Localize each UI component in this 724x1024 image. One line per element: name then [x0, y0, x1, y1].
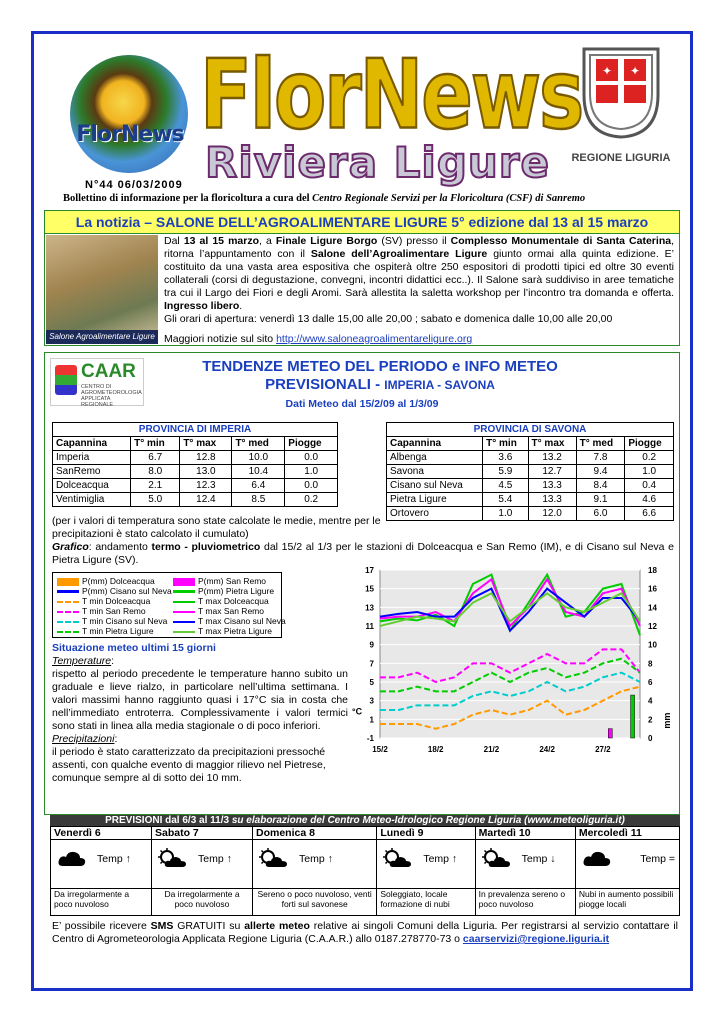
forecast-day: Sabato 7	[152, 827, 253, 840]
x-tick-label: 15/2	[372, 745, 388, 754]
news-run: giunto ormai alla quinta edizione. E’ costituito da una vasta area espositiva che ospiterà oltre 250 espositori di prodotti tipici ed oltre 30 eventi collaterali (corsi di degustazione, convegni, incontri didattici ecc..). Il Salone sarà suddiviso in aree tematiche tra cui il Largo dei Fiori e degli Aromi. Sarà allestita la saletta workshop per l’incontro tra domanda e offerta.	[164, 248, 674, 299]
column-header: Capannina	[387, 437, 483, 451]
y-right-tick-label: 16	[648, 584, 657, 594]
forecast-weather	[475, 840, 575, 889]
weather-situation: Situazione meteo ultimi 15 giorni Temperature: rispetto al periodo precedente le temperature hanno subito un graduale e lieve rialzo, in particolare nell’ultima settimana. I valori massimi hanno raggiunto quasi i 17°C sia in costa che nell’immediato entroterra. Complessivamente i valori termici sono stati in linea alla media stagionale o di poco inferiori. Precipitazioni: il periodo è stato caratterizzato da precipitazioni pressoché assenti, con qualche evento di maggior rilievo nel Pietrese, comunque sempre al di sotto dei 10 mm.	[52, 642, 348, 784]
station-value: 9.1	[576, 493, 625, 507]
table-row	[387, 479, 674, 493]
legend-swatch-icon	[173, 578, 195, 586]
legend-entry	[57, 586, 172, 596]
x-tick-label: 24/2	[539, 745, 555, 754]
region-label: REGIONE LIGURIA	[571, 152, 671, 164]
chart-description-b: termo - pluviometrico	[151, 541, 261, 553]
news-run: (SV) presso il	[377, 235, 451, 247]
station-value: 12.8	[180, 451, 232, 465]
y-left-axis-label: °C	[352, 706, 363, 717]
station-value: 7.8	[576, 451, 625, 465]
news-run: Finale Ligure Borgo	[275, 235, 378, 247]
y-left-tick-label: -1	[366, 734, 374, 743]
station-name: SanRemo	[53, 465, 131, 479]
cloud-icon	[582, 848, 612, 870]
y-right-tick-label: 4	[648, 696, 653, 706]
y-left-tick-label: 5	[369, 678, 374, 687]
legend-swatch-icon	[57, 621, 79, 623]
legend-entry	[173, 616, 286, 626]
logo-text: FlorNews	[76, 122, 184, 147]
cloud-icon	[57, 848, 87, 870]
station-value: 6.7	[131, 451, 180, 465]
station-name: Dolceacqua	[53, 479, 131, 493]
forecast-day: Venerdì 6	[51, 827, 152, 840]
sms-e: relative ai singoli Comuni della Liguria. Per registrarsi al servizio contattare il Centro di Agrometeorologia Applicata Regione Liguria (C.A.A.R.) allo 0187.278770-73 o	[52, 920, 679, 945]
legend-entry	[57, 626, 154, 636]
table-row	[387, 493, 674, 507]
station-name: Albenga	[387, 451, 483, 465]
legend-swatch-icon	[57, 611, 79, 613]
forecast-weather	[575, 840, 679, 889]
legend-label: P(mm) Pietra Ligure	[198, 586, 275, 596]
legend-entry	[173, 586, 274, 596]
y-left-tick-label: 3	[369, 696, 374, 706]
news-run: , a	[259, 235, 276, 247]
bulletin-prefix: Bollettino di informazione per la floricoltura a cura del	[63, 193, 313, 204]
forecast-description: Da irregolarmente a poco nuvoloso	[51, 889, 152, 916]
issue-number-date: N°44 06/03/2009	[85, 179, 183, 191]
news-paragraph-2: Gli orari di apertura: venerdì 13 dalle 15,00 alle 20,00 ; sabato e domenica dalle 10,00 alle 20,00	[164, 313, 613, 325]
news-run: .	[239, 300, 243, 312]
station-value: 9.4	[576, 465, 625, 479]
forecast-description: In prevalenza sereno o poco nuvoloso	[475, 889, 575, 916]
y-left-tick-label: 1	[369, 715, 374, 725]
legend-label: P(mm) San Remo	[198, 576, 267, 586]
legend-label: T max Cisano sul Neva	[198, 616, 286, 626]
y-right-tick-label: 8	[648, 659, 653, 669]
column-header: Piogge	[625, 437, 674, 451]
chart-description-a: : andamento	[88, 541, 152, 553]
legend-label: T max Dolceacqua	[198, 596, 269, 606]
chart-description-c: dal 15/2 al 1/3 per le stazioni di Dolceacqua e San Remo (IM), e di Cisano sul Neva e Pietra Ligure (SV).	[52, 541, 675, 566]
news-heading: La notizia – SALONE DELL’AGROALIMENTARE LIGURE 5° edizione dal 13 al 15 marzo	[44, 210, 680, 234]
station-name: Ortovero	[387, 507, 483, 521]
imperia-table	[52, 422, 338, 507]
forecast-day: Domenica 8	[253, 827, 377, 840]
station-value: 0.4	[625, 479, 674, 493]
y-left-tick-label: 15	[365, 584, 374, 594]
table-row	[387, 451, 674, 465]
station-value: 10.0	[232, 451, 285, 465]
station-value: 13.3	[528, 493, 576, 507]
temperature-note: (per i valori di temperatura sono state calcolate le medie, mentre per le precipitazioni è stato calcolato il cumulato)	[52, 515, 381, 540]
forecast-day: Mercoledì 11	[575, 827, 679, 840]
station-value: 3.6	[483, 451, 528, 465]
legend-label: P(mm) Cisano sul Neva	[82, 586, 172, 596]
sms-a: E’ possibile ricevere	[52, 920, 151, 932]
forecast-table	[50, 826, 680, 916]
y-left-tick-label: 7	[369, 659, 374, 669]
legend-entry	[173, 596, 269, 606]
news-run: Ingresso libero	[164, 300, 240, 312]
caar-mark-icon	[55, 365, 77, 395]
caar-email-link[interactable]: caarservizi@regione.liguria.it	[462, 933, 610, 945]
table-row	[387, 465, 674, 479]
news-run: Dal	[164, 235, 184, 247]
caar-subtitle: CENTRO DI AGROMETEOROLOGIA APPLICATA REGIONALE	[81, 384, 142, 408]
station-name: Pietra Ligure	[387, 493, 483, 507]
precipitation-label: Precipitazioni	[52, 733, 115, 745]
y-right-tick-label: 0	[648, 734, 653, 743]
legend-label: T min Cisano sul Neva	[82, 616, 168, 626]
y-left-tick-label: 13	[365, 603, 374, 613]
station-value: 8.5	[232, 493, 285, 507]
station-value: 2.1	[131, 479, 180, 493]
legend-swatch-icon	[57, 601, 79, 603]
sms-c: GRATUITI su	[173, 920, 245, 932]
station-value: 8.0	[131, 465, 180, 479]
station-value: 13.0	[180, 465, 232, 479]
savona-table	[386, 422, 674, 521]
svg-text:✦: ✦	[601, 64, 613, 78]
legend-swatch-icon	[173, 621, 195, 623]
legend-label: T min Pietra Ligure	[82, 626, 154, 636]
y-right-tick-label: 6	[648, 678, 653, 687]
news-website-link[interactable]: http://www.saloneagroalimentareligure.org	[276, 333, 473, 345]
x-tick-label: 18/2	[427, 745, 444, 754]
legend-label: T min San Remo	[82, 606, 146, 616]
chart-legend	[52, 572, 286, 638]
column-header: T° max	[180, 437, 232, 451]
precipitation-text: il periodo è stato caratterizzato da precipitazioni pressoché assenti, con qualche evento di maggior rilievo nel Pietrese, comunque sempre al di sotto dei 10 mm.	[52, 746, 326, 784]
legend-entry	[57, 576, 155, 586]
forecast-heading-prefix: PREVISIONI dal 6/3 al 11/3	[105, 815, 232, 826]
bulletin-org: Centro Regionale Servizi per la Floricoltura (CSF) di Sanremo	[312, 193, 586, 204]
y-right-tick-label: 14	[648, 603, 657, 613]
temperature-text: rispetto al periodo precedente le temperature hanno subito un graduale e lieve rialzo, in particolare nell’ultima settimana. I valori massimi hanno raggiunto quasi i 17°C sia in costa che nell’immediato entroterra. Complessivamente i valori termici sono stati in linea alla media stagionale o di poco inferiori.	[52, 668, 348, 732]
column-header: T° min	[131, 437, 180, 451]
x-tick-label: 27/2	[595, 745, 611, 754]
station-value: 6.0	[576, 507, 625, 521]
meteo-title-line2	[140, 376, 620, 394]
svg-text:✦: ✦	[629, 64, 641, 78]
forecast-weather	[51, 840, 152, 889]
temperature-label: Temperature	[52, 655, 112, 667]
masthead-subtitle: Riviera Ligure	[205, 138, 550, 187]
sms-b: SMS	[150, 920, 174, 932]
legend-swatch-icon	[173, 611, 195, 613]
station-name: Imperia	[53, 451, 131, 465]
legend-swatch-icon	[173, 590, 195, 593]
legend-label: P(mm) Dolceacqua	[82, 576, 155, 586]
situation-heading: Situazione meteo ultimi 15 giorni	[52, 642, 216, 654]
column-header: Piogge	[285, 437, 338, 451]
bulletin-subtitle	[63, 193, 585, 204]
news-photo-label: Salone Agroalimentare Ligure	[46, 330, 158, 344]
table-row	[53, 479, 338, 493]
station-value: 1.0	[625, 465, 674, 479]
station-value: 5.4	[483, 493, 528, 507]
forecast-temp-trend: Temp ↑	[423, 853, 458, 865]
meteo-title-line1: TENDENZE METEO DEL PERIODO e INFO METEO	[202, 358, 558, 375]
station-value: 0.2	[285, 493, 338, 507]
station-value: 0.0	[285, 479, 338, 493]
meteo-title-line2-main: PREVISIONALI -	[265, 376, 385, 393]
forecast-description: Da irregolarmente a poco nuvoloso	[152, 889, 253, 916]
sms-info	[52, 920, 678, 946]
station-value: 13.2	[528, 451, 576, 465]
station-value: 12.7	[528, 465, 576, 479]
forecast-day: Lunedì 9	[377, 827, 475, 840]
news-run: Complesso Monumentale di Santa Caterina	[450, 235, 672, 247]
forecast-description: Soleggiato, locale formazione di nubi	[377, 889, 475, 916]
sms-d: allerte meteo	[244, 920, 310, 932]
station-name: Savona	[387, 465, 483, 479]
thermo-pluviometric-chart	[348, 560, 678, 770]
legend-entry	[173, 606, 264, 616]
news-run: Salone dell’Agroalimentare Ligure	[310, 248, 488, 260]
forecast-description: Nubi in aumento possibili piogge locali	[575, 889, 679, 916]
forecast-weather	[377, 840, 475, 889]
legend-entry	[57, 596, 150, 606]
legend-entry	[57, 616, 167, 626]
station-value: 12.3	[180, 479, 232, 493]
table-row	[53, 465, 338, 479]
regione-liguria-shield-icon	[580, 45, 662, 140]
station-value: 0.0	[285, 451, 338, 465]
station-value: 6.6	[625, 507, 674, 521]
y-right-tick-label: 12	[648, 622, 657, 631]
column-header: T° med	[576, 437, 625, 451]
station-value: 0.2	[625, 451, 674, 465]
y-left-tick-label: 11	[365, 622, 374, 631]
station-value: 1.0	[483, 507, 528, 521]
y-right-tick-label: 2	[648, 715, 653, 725]
y-right-tick-label: 18	[648, 566, 657, 575]
table-row	[387, 507, 674, 521]
news-more-prefix: Maggiori notizie sul sito	[164, 333, 277, 345]
column-header: Capannina	[53, 437, 131, 451]
sun-cloud-icon	[383, 848, 413, 870]
y-left-tick-label: 17	[365, 566, 374, 575]
flornews-sunflower-logo	[70, 55, 188, 173]
station-value: 5.0	[131, 493, 180, 507]
legend-swatch-icon	[57, 578, 79, 586]
sun-cloud-icon	[158, 848, 188, 870]
province-caption: PROVINCIA DI IMPERIA	[53, 423, 338, 437]
news-photo	[46, 235, 158, 344]
legend-entry	[57, 606, 146, 616]
sun-cloud-icon	[259, 848, 289, 870]
station-value: 8.4	[576, 479, 625, 493]
x-tick-label: 21/2	[483, 745, 500, 754]
forecast-temp-trend: Temp ↓	[521, 853, 556, 865]
forecast-heading-source: su elaborazione del Centro Meteo-Idrologico Regione Liguria (www.meteoliguria.it)	[231, 815, 625, 826]
legend-entry	[173, 576, 266, 586]
chart-description-label: Grafico	[52, 541, 89, 553]
data-period: Dati Meteo dal 15/2/09 al 1/3/09	[285, 398, 439, 410]
column-header: T° min	[483, 437, 528, 451]
station-value: 4.6	[625, 493, 674, 507]
station-value: 5.9	[483, 465, 528, 479]
legend-label: T max San Remo	[198, 606, 264, 616]
legend-entry	[173, 626, 272, 636]
caar-title: CAAR	[81, 361, 136, 382]
station-name: Cisano sul Neva	[387, 479, 483, 493]
station-value: 4.5	[483, 479, 528, 493]
province-caption: PROVINCIA DI SAVONA	[387, 423, 674, 437]
sun-cloud-icon	[482, 848, 512, 870]
column-header: T° med	[232, 437, 285, 451]
news-body	[164, 235, 674, 326]
table-row	[53, 493, 338, 507]
legend-swatch-icon	[57, 631, 79, 633]
station-value: 12.4	[180, 493, 232, 507]
meteo-title-line2-small: IMPERIA - SAVONA	[384, 378, 495, 392]
station-value: 6.4	[232, 479, 285, 493]
y-left-tick-label: 9	[369, 640, 374, 650]
station-name: Ventimiglia	[53, 493, 131, 507]
legend-label: T max Pietra Ligure	[198, 626, 273, 636]
station-value: 13.3	[528, 479, 576, 493]
legend-swatch-icon	[57, 590, 79, 593]
legend-label: T min Dolceacqua	[82, 596, 151, 606]
forecast-weather	[152, 840, 253, 889]
news-paragraph-1	[164, 235, 674, 313]
precipitation-bar	[631, 695, 635, 738]
forecast-weather	[253, 840, 377, 889]
y-right-tick-label: 10	[648, 640, 657, 650]
legend-swatch-icon	[173, 601, 195, 603]
table-row	[53, 451, 338, 465]
station-value: 10.4	[232, 465, 285, 479]
forecast-temp-trend: Temp ↑	[299, 853, 333, 865]
forecast-temp-trend: Temp =	[640, 853, 675, 865]
station-value: 12.0	[528, 507, 576, 521]
masthead-title: FlorNews	[200, 38, 583, 150]
news-run: 13 al 15 marzo	[183, 235, 259, 247]
forecast-temp-trend: Temp ↑	[198, 853, 232, 865]
news-more	[164, 333, 472, 345]
meteo-title	[140, 358, 620, 394]
precipitation-bar	[608, 729, 612, 738]
forecast-day: Martedì 10	[475, 827, 575, 840]
y-right-axis-label: mm	[662, 712, 672, 729]
news-run: , ritorna l’appuntamento con il	[164, 235, 674, 260]
station-value: 1.0	[285, 465, 338, 479]
column-header: T° max	[528, 437, 576, 451]
forecast-temp-trend: Temp ↑	[97, 853, 131, 865]
forecast-description: Sereno o poco nuvoloso, venti forti sul savonese	[253, 889, 377, 916]
legend-swatch-icon	[173, 631, 195, 633]
